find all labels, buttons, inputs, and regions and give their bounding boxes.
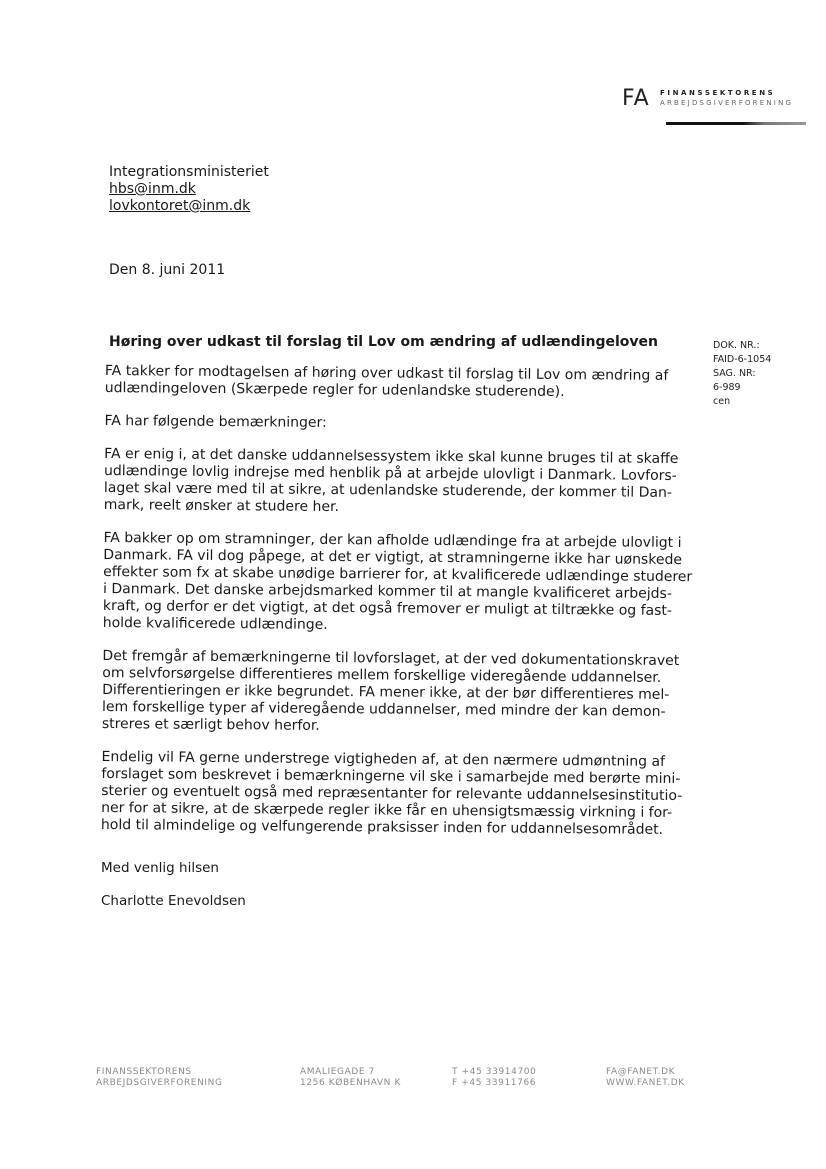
footer-contact-phone (452, 1067, 536, 1089)
text-line: Det fremgår af bemærkningerne til lovforslaget, at der ved dokumentationskravet (102, 647, 680, 670)
footer-fax: F +45 33911766 (452, 1078, 537, 1088)
text-line: forslaget som beskrevet i bemærkningerne vil ske i samarbejde med berørte mini- (101, 765, 681, 788)
recipient-name: Integrationsministeriet (109, 164, 269, 180)
text-line: Differentieringen er ikke begrundet. FA mener ikke, at der bør differentieres mel- (102, 681, 670, 703)
text-line: udlændingeloven (Skærpede regler for udenlandske studerende). (104, 379, 565, 401)
text-line: udlændinge lovlig indrejse med henblik på at arbejde ulovligt i Danmark. Lovfors- (103, 462, 677, 484)
footer-address (300, 1067, 401, 1089)
logo-underline-bar (666, 122, 806, 125)
footer-email[interactable]: FA@FANET.DK (606, 1067, 676, 1077)
document-reference-block (713, 339, 771, 409)
logo-line-1: FINANSSEKTORENS (660, 89, 776, 97)
text-line: FA takker for modtagelsen af høring over udkast til forslag til Lov om ændring af (104, 363, 669, 384)
logo-abbreviation: FA (622, 86, 650, 111)
paragraph-5 (102, 648, 703, 738)
text-line: effekter som fx at skabe unødige barrierer for, at kvalificerede udlændinge studerer (103, 563, 693, 586)
text-line: laget skal være med til at sikre, at udenlandske studerende, der kommer til Dan- (103, 479, 673, 501)
text-line: streres et særligt behov herfor. (101, 715, 320, 734)
letter-body (101, 363, 705, 855)
author-initials: cen (713, 396, 731, 407)
paragraph-4 (103, 530, 704, 637)
text-line: FA har følgende bemærkninger: (104, 412, 327, 431)
sag-nr-value: 6-989 (713, 382, 741, 393)
sag-nr-label: SAG. NR: (713, 368, 756, 379)
fa-logo (622, 86, 812, 130)
text-line: om selvforsørgelse differentieres mellem forskellige videregående uddannelser. (102, 664, 662, 686)
letter-date: Den 8. juni 2011 (109, 262, 226, 278)
footer-website[interactable]: WWW.FANET.DK (606, 1078, 685, 1088)
text-line: ner for at sikre, at de skærpede regler ikke får en uhensigtsmæssig virkning i for- (101, 799, 673, 821)
dok-nr-value: FAID-6-1054 (713, 354, 772, 365)
paragraph-6 (101, 749, 702, 839)
recipient-email-1[interactable]: hbs@inm.dk (109, 181, 196, 197)
closing-greeting: Med venlig hilsen (101, 860, 219, 876)
signature-name: Charlotte Enevoldsen (101, 893, 246, 909)
text-line: FA er enig i, at det danske uddannelsessystem ikke skal kunne bruges til at skaffe (104, 445, 679, 468)
text-line: kraft, og derfor er det vigtigt, at det også fremover er muligt at tiltrække og fast- (102, 597, 673, 619)
text-line: Danmark. FA vil dog påpege, at det er vigtigt, at stramningerne ikke har uønskede (103, 546, 683, 569)
recipient-address-block (109, 164, 269, 215)
paragraph-3 (104, 446, 705, 519)
logo-line-2: ARBEJDSGIVERFORENING (660, 99, 794, 107)
letter-subject: Høring over udkast til forslag til Lov om ændring af udlændingeloven (109, 334, 658, 350)
paragraph-1 (105, 363, 705, 402)
closing-block (101, 860, 246, 910)
footer-organization (96, 1067, 223, 1089)
text-line: FA bakker op om stramninger, der kan afholde udlændinge fra at arbejde ulovligt i (103, 529, 682, 552)
footer-phone: T +45 33914700 (452, 1067, 537, 1077)
text-line: holde kvalificerede udlændinge. (102, 614, 328, 633)
footer-org-line-2: ARBEJDSGIVERFORENING (96, 1078, 223, 1088)
dok-nr-label: DOK. NR.: (713, 340, 760, 351)
recipient-email-2[interactable]: lovkontoret@inm.dk (109, 198, 251, 214)
footer-org-line-1: FINANSSEKTORENS (96, 1067, 192, 1077)
footer-street: AMALIEGADE 7 (300, 1067, 375, 1077)
text-line: i Danmark. Det danske arbejdsmarked kommer til at mangle kvalificeret arbejds- (102, 580, 672, 602)
text-line: sterier og eventuelt også med repræsentanter for relevante uddannelsesinstitutio- (101, 782, 683, 805)
text-line: Endelig vil FA gerne understrege vigtigheden af, at den nærmere udmøntning af (101, 748, 666, 770)
footer-contact-web (606, 1067, 685, 1089)
text-line: mark, reelt ønsker at studere her. (103, 496, 340, 516)
footer-city: 1256 KØBENHAVN K (300, 1078, 401, 1088)
paragraph-2 (104, 413, 704, 435)
text-line: hold til almindelige og velfungerende praksisser inden for uddannelsesområdet. (100, 816, 664, 838)
text-line: lem forskellige typer af videregående uddannelser, med mindre der kan demon- (101, 698, 666, 720)
